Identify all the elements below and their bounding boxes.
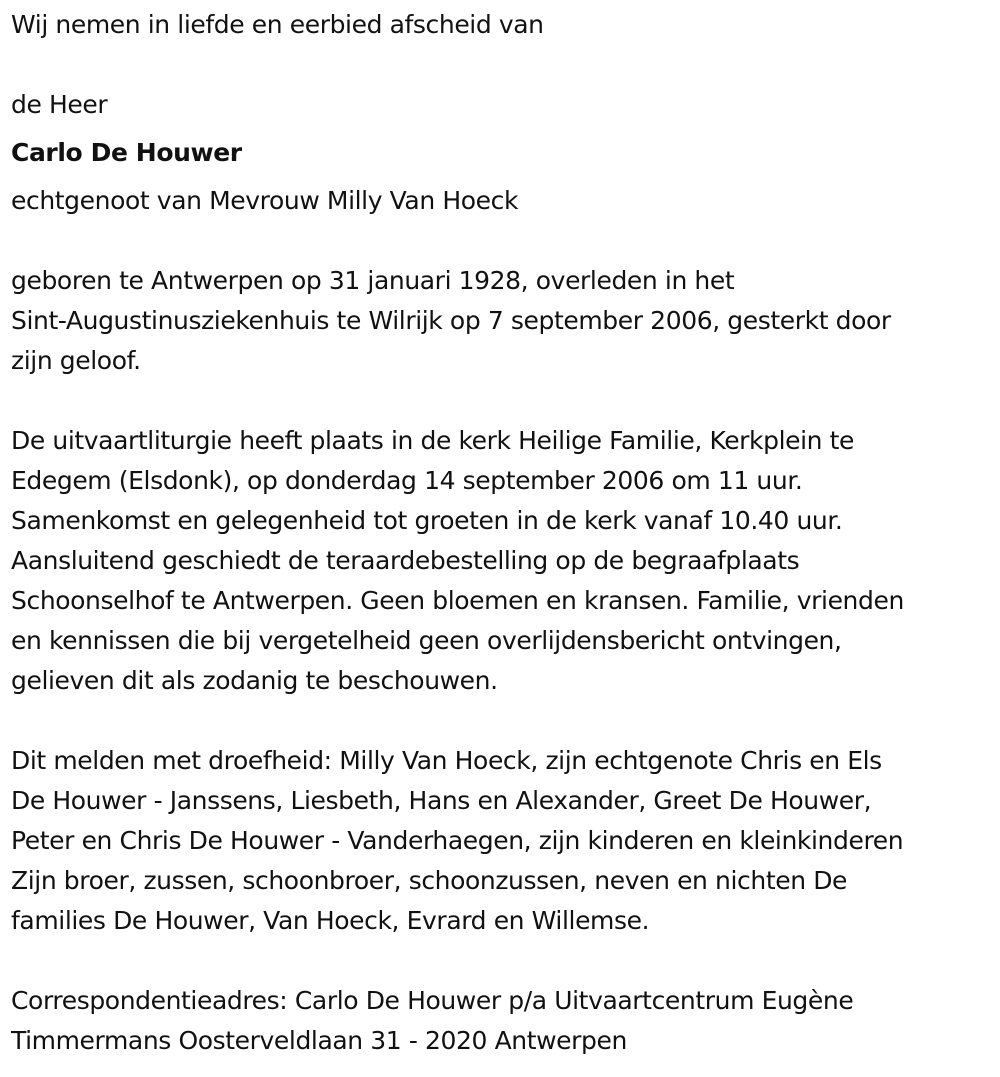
- text-line: Aansluitend geschiedt de teraardebestelling op de begraafplaats: [11, 546, 800, 575]
- deceased-name: Carlo De Houwer: [11, 138, 242, 167]
- birth-death-paragraph: [11, 261, 996, 381]
- text-line: Sint-Augustinusziekenhuis te Wilrijk op 7 september 2006, gesterkt door: [11, 306, 891, 335]
- text-line: Timmermans Oosterveldlaan 31 - 2020 Antwerpen: [11, 1026, 627, 1055]
- text-line: De uitvaartliturgie heeft plaats in de kerk Heilige Familie, Kerkplein te: [11, 426, 855, 455]
- text-line: Schoonselhof te Antwerpen. Geen bloemen en kransen. Familie, vrienden: [11, 586, 904, 615]
- mourners-paragraph: [11, 741, 996, 941]
- text-line: zijn geloof.: [11, 346, 141, 375]
- text-line: Correspondentieadres: Carlo De Houwer p/a Uitvaartcentrum Eugène: [11, 986, 854, 1015]
- title-prefix: de Heer: [11, 90, 108, 119]
- text-line: families De Houwer, Van Hoeck, Evrard en Willemse.: [11, 906, 650, 935]
- text-line: Peter en Chris De Houwer - Vanderhaegen, zijn kinderen en kleinkinderen: [11, 826, 904, 855]
- text-line: en kennissen die bij vergetelheid geen overlijdensbericht ontvingen,: [11, 626, 842, 655]
- text-line: Dit melden met droefheid: Milly Van Hoeck, zijn echtgenote Chris en Els: [11, 746, 882, 775]
- text-line: geboren te Antwerpen op 31 januari 1928, overleden in het: [11, 266, 735, 295]
- correspondence-paragraph: [11, 981, 996, 1061]
- intro-text: Wij nemen in liefde en eerbied afscheid van: [11, 10, 544, 39]
- funeral-paragraph: [11, 421, 996, 701]
- text-line: gelieven dit als zodanig te beschouwen.: [11, 666, 498, 695]
- text-line: De Houwer - Janssens, Liesbeth, Hans en Alexander, Greet De Houwer,: [11, 786, 872, 815]
- text-line: Zijn broer, zussen, schoonbroer, schoonzussen, neven en nichten De: [11, 866, 848, 895]
- text-line: Samenkomst en gelegenheid tot groeten in de kerk vanaf 10.40 uur.: [11, 506, 843, 535]
- text-line: Edegem (Elsdonk), op donderdag 14 september 2006 om 11 uur.: [11, 466, 803, 495]
- spouse-line: echtgenoot van Mevrouw Milly Van Hoeck: [11, 186, 519, 215]
